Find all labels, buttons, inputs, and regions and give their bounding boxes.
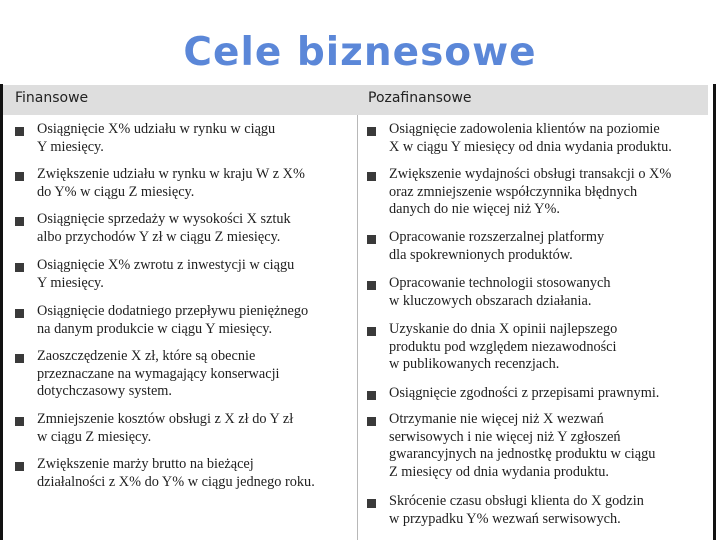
square-bullet-icon	[367, 327, 376, 336]
non-financial-goal-text: Skrócenie czasu obsługi klienta do X godzin w przypadku Y% wezwań serwisowych.	[389, 493, 644, 527]
non-financial-goal-item	[367, 166, 703, 219]
non-financial-column-header: Pozafinansowe	[368, 90, 472, 106]
square-bullet-icon	[367, 281, 376, 290]
financial-column-header: Finansowe	[15, 90, 89, 106]
financial-goal-text: Osiągnięcie X% udziału w rynku w ciągu Y miesięcy.	[37, 121, 276, 155]
table-header-row	[3, 85, 708, 115]
square-bullet-icon	[367, 127, 376, 136]
square-bullet-icon	[15, 462, 24, 471]
non-financial-goal-text: Osiągnięcie zadowolenia klientów na poziomie X w ciągu Y miesięcy od dnia wydania produktu.	[389, 121, 672, 155]
square-bullet-icon	[15, 217, 24, 226]
slide-title: Cele biznesowe	[183, 30, 537, 75]
financial-goal-item	[15, 211, 351, 246]
column-divider	[357, 115, 358, 540]
square-bullet-icon	[15, 263, 24, 272]
non-financial-goal-item	[367, 321, 703, 374]
non-financial-goal-item	[367, 385, 703, 403]
non-financial-goal-item	[367, 121, 703, 156]
financial-goal-text: Osiągnięcie X% zwrotu z inwestycji w ciągu Y miesięcy.	[37, 257, 295, 291]
square-bullet-icon	[367, 499, 376, 508]
financial-goal-text: Osiągnięcie sprzedaży w wysokości X sztuk albo przychodów Y zł w ciągu Z miesięcy.	[37, 211, 291, 245]
non-financial-goal-text: Otrzymanie nie więcej niż X wezwań serwisowych i nie więcej niż Y zgłoszeń gwarancyjnych na jednostkę produktu w ciągu Z miesięcy od dnia wydania produktu.	[389, 411, 656, 480]
non-financial-goal-item	[367, 229, 703, 264]
financial-goal-item	[15, 121, 351, 156]
financial-goal-text: Osiągnięcie dodatniego przepływu pieniężnego na danym produkcie w ciągu Y miesięcy.	[37, 303, 309, 337]
square-bullet-icon	[15, 417, 24, 426]
square-bullet-icon	[367, 235, 376, 244]
non-financial-goal-item	[367, 411, 703, 481]
financial-goal-item	[15, 456, 351, 491]
square-bullet-icon	[15, 127, 24, 136]
financial-goal-text: Zmniejszenie kosztów obsługi z X zł do Y zł w ciągu Z miesięcy.	[37, 411, 294, 445]
financial-goal-item	[15, 303, 351, 338]
non-financial-goal-text: Osiągnięcie zgodności z przepisami prawnymi.	[389, 385, 660, 401]
square-bullet-icon	[15, 354, 24, 363]
square-bullet-icon	[367, 172, 376, 181]
square-bullet-icon	[15, 309, 24, 318]
square-bullet-icon	[367, 391, 376, 400]
square-bullet-icon	[15, 172, 24, 181]
financial-goal-text: Zwiększenie marży brutto na bieżącej działalności z X% do Y% w ciągu jednego roku.	[37, 456, 315, 490]
non-financial-goal-text: Opracowanie rozszerzalnej platformy dla spokrewnionych produktów.	[389, 229, 605, 263]
financial-goal-item	[15, 257, 351, 292]
financial-goal-item	[15, 411, 351, 446]
non-financial-goal-item	[367, 275, 703, 310]
financial-goal-item	[15, 166, 351, 201]
non-financial-goal-text: Zwiększenie wydajności obsługi transakcji o X% oraz zmniejszenie współczynnika błędnych danych do nie więcej niż Y%.	[389, 166, 672, 217]
non-financial-goal-text: Uzyskanie do dnia X opinii najlepszego produktu pod względem niezawodności w publikowanych recenzjach.	[389, 321, 618, 372]
financial-goal-text: Zwiększenie udziału w rynku w kraju W z X% do Y% w ciągu Z miesięcy.	[37, 166, 305, 200]
non-financial-goal-text: Opracowanie technologii stosowanych w kluczowych obszarach działania.	[389, 275, 611, 309]
financial-goal-item	[15, 348, 351, 401]
financial-goal-text: Zaoszczędzenie X zł, które są obecnie przeznaczane na wymagający konserwacji dotychczasowy system.	[37, 348, 280, 399]
square-bullet-icon	[367, 417, 376, 426]
non-financial-goal-item	[367, 493, 703, 528]
